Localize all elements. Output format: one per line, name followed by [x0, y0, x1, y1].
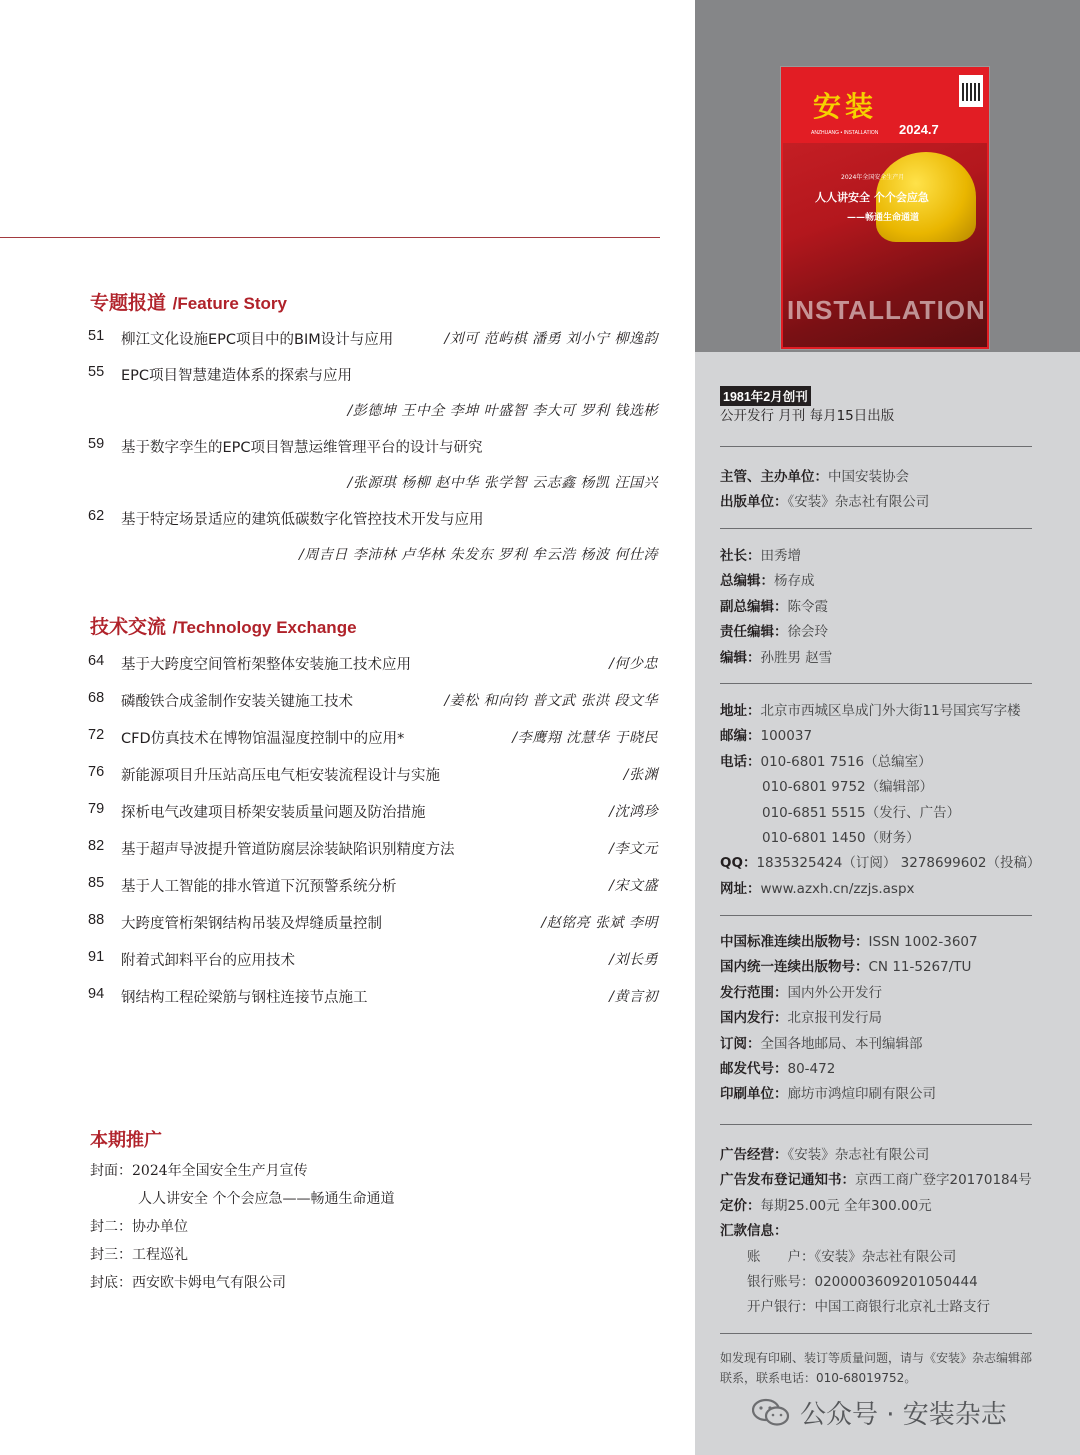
- masthead-divider: [720, 683, 1032, 684]
- wechat-watermark: [752, 1394, 1007, 1431]
- masthead-divider: [720, 915, 1032, 916]
- toc-item-64[interactable]: 64 基于大跨度空间管桁架整体安装施工技术应用 /何少忠: [88, 653, 658, 673]
- tech-section-title: 技术交流 /Technology Exchange: [90, 616, 357, 638]
- cover-subtitle: ANZHUANG • INSTALLATION: [811, 130, 879, 136]
- toc-item-62[interactable]: 62 基于特定场景适应的建筑低碳数字化管控技术开发与应用: [88, 508, 484, 528]
- masthead-block-contact: 地址：北京市西城区阜成门外大街11号国宾写字楼 邮编：100037 电话：010-6801 7516（总编室） 010-6801 9752（编辑部） 010-6851 5515（发行、广告） 010-6801 1450（财务） QQ：1835325424（订阅） 3278699602（投稿） 网址：www.azxh.cn/zzjs.aspx: [720, 703, 1041, 897]
- masthead-divider: [720, 446, 1032, 447]
- masthead-divider: [720, 1333, 1032, 1334]
- toc-item-55[interactable]: 55 EPC项目智慧建造体系的探索与应用: [88, 364, 353, 384]
- toc-item-59-authors: /张源琪 杨柳 赵中华 张学智 云志鑫 杨凯 汪国兴: [347, 475, 658, 491]
- toc-item-88[interactable]: 88 大跨度管桁架钢结构吊装及焊缝质量控制 /赵铭亮 张斌 李明: [88, 912, 658, 932]
- toc-item-82[interactable]: 82 基于超声导波提升管道防腐层涂装缺陷识别精度方法 /李文元: [88, 838, 658, 858]
- cover-big-text: INSTALLATION: [787, 295, 986, 325]
- masthead-divider: [720, 528, 1032, 529]
- cover-brand: 安装: [813, 90, 878, 123]
- toc-item-62-authors: /周吉日 李沛林 卢华林 朱发东 罗利 牟云浩 杨波 何仕涛: [299, 547, 658, 563]
- cover-slogan-b: 人人讲安全 个个会应急: [815, 191, 929, 204]
- masthead-block-distribution: 中国标准连续出版物号：ISSN 1002-3607 国内统一连续出版物号：CN 11-5267/TU 发行范围：国内外公开发行 国内发行：北京报刊发行局 订阅：全国各地邮局、本刊编辑部 邮发代号：80-472 印刷单位：廊坊市鸿煊印刷有限公司: [720, 934, 978, 1103]
- quality-footnote: 如发现有印刷、装订等质量问题，请与《安装》杂志编辑部联系，联系电话：010-68019752。: [720, 1351, 1033, 1385]
- toc-item-94[interactable]: 94 钢结构工程砼梁筋与钢柱连接节点施工 /黄言初: [88, 986, 658, 1006]
- toc-item-55-authors: /彭德坤 王中全 李坤 叶盛智 李大可 罗利 钱选彬: [347, 403, 658, 419]
- promo-cover3: 封三：工程巡礼: [90, 1247, 188, 1263]
- masthead-divider: [720, 1124, 1032, 1125]
- promo-section-title: 本期推广: [90, 1130, 162, 1151]
- promo-cover: 封面：2024年全国安全生产月宣传: [90, 1163, 308, 1179]
- toc-item-59[interactable]: 59 基于数字孪生的EPC项目智慧运维管理平台的设计与研究: [88, 436, 483, 456]
- toc-item-79[interactable]: 79 探析电气改建项目桥架安装质量问题及防治措施 /沈鸿珍: [88, 801, 658, 821]
- wechat-icon: [752, 1398, 790, 1428]
- cover-thumbnail[interactable]: [780, 66, 990, 350]
- toc-item-68[interactable]: 68 磷酸铁合成釜制作安装关键施工技术 /姜松 和向钧 普文武 张洪 段文华: [88, 690, 658, 710]
- qr-code-icon: [959, 75, 983, 107]
- toc-item-76[interactable]: 76 新能源项目升压站高压电气柜安装流程设计与实施 /张渊: [88, 764, 658, 784]
- cover-slogan-a: 2024年全国安全生产月: [841, 174, 905, 181]
- promo-back-cover: 封底：西安欧卡姆电气有限公司: [90, 1275, 286, 1291]
- top-divider: [0, 237, 660, 238]
- publish-info: 公开发行 月刊 每月15日出版: [720, 408, 895, 424]
- founded-badge: 1981年2月创刊: [720, 386, 811, 406]
- promo-cover2: 封二：协办单位: [90, 1219, 188, 1235]
- toc-item-91[interactable]: 91 附着式卸料平台的应用技术 /刘长勇: [88, 949, 658, 969]
- cover-slogan-c: ——畅通生命通道: [847, 213, 920, 223]
- masthead-block-advertising: 广告经营：《安装》杂志社有限公司 广告发布登记通知书：京西工商广登字20170184号 定价：每期25.00元 全年300.00元 汇款信息： 账 户：《安装》杂志社有限公司 银行账号：0200003609201050444 开户银行：中国工商银行北京礼士路支行: [720, 1147, 1032, 1316]
- toc-item-51[interactable]: 51 柳江文化设施EPC项目中的BIM设计与应用 /刘可 范屿棋 潘勇 刘小宁 柳逸韵: [88, 328, 658, 348]
- promo-cover-line2: 人人讲安全 个个会应急——畅通生命通道: [138, 1191, 395, 1207]
- masthead-block-staff: 社长：田秀增 总编辑：杨存成 副总编辑：陈令霞 责任编辑：徐会玲 编辑：孙胜男 赵雪: [720, 548, 833, 666]
- wechat-text: 公众号 · 安装杂志: [800, 1400, 1007, 1430]
- feature-section-title: 专题报道 /Feature Story: [90, 292, 287, 314]
- cover-issue: 2024.7: [899, 122, 939, 137]
- masthead-block-publisher: 主管、主办单位：中国安装协会 出版单位：《安装》杂志社有限公司: [720, 469, 930, 511]
- toc-item-85[interactable]: 85 基于人工智能的排水管道下沉预警系统分析 /宋文盛: [88, 875, 658, 895]
- toc-item-72[interactable]: 72 CFD仿真技术在博物馆温湿度控制中的应用* /李鹰翔 沈慧华 于晓民: [88, 727, 658, 747]
